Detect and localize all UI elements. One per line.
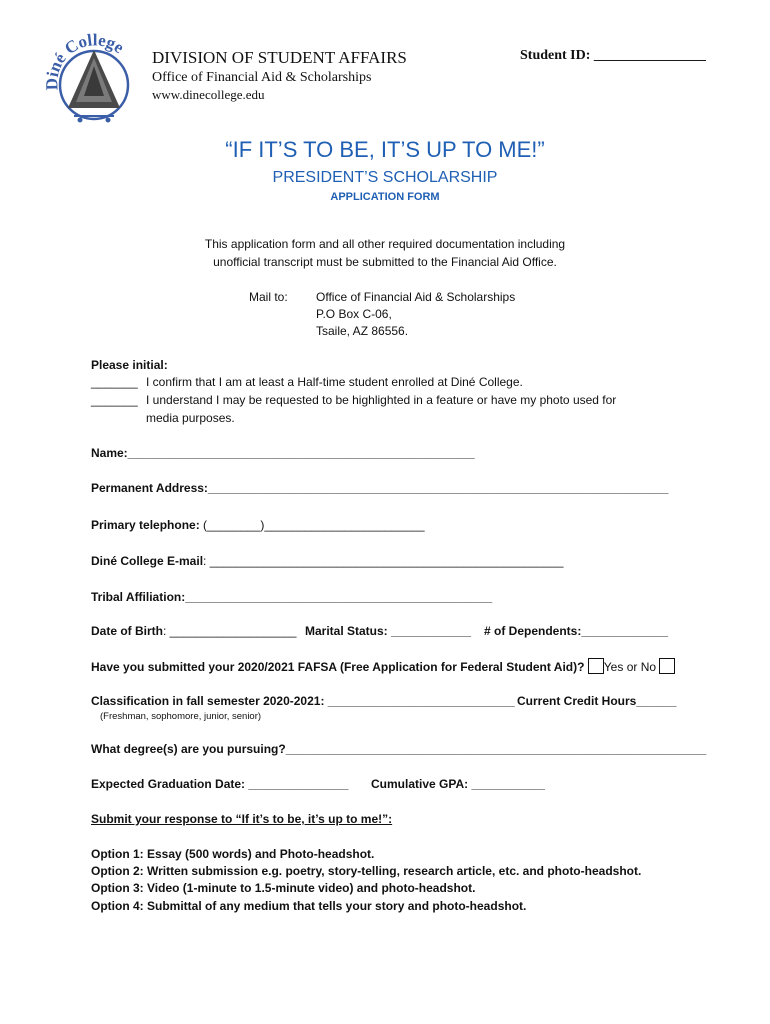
credit-hours-field[interactable]: Current Credit Hours______ (517, 694, 677, 708)
mail-address-line-1: Office of Financial Aid & Scholarships (316, 290, 516, 304)
initial-blank-1[interactable]: _______ (91, 375, 138, 389)
option-4: Option 4: Submittal of any medium that tells your story and photo-headshot. (91, 899, 527, 913)
tribal-affiliation-field[interactable]: Tribal Affiliation:______________________________________________ (91, 590, 493, 604)
logo-text: Diné College (44, 30, 128, 91)
fafsa-question: Have you submitted your 2020/2021 FAFSA (Free Application for Federal Student Aid)? (91, 660, 585, 674)
dob-field[interactable]: : ___________________ (163, 624, 297, 638)
initial-item-2: I understand I may be requested to be highlighted in a feature or have my photo used for (146, 393, 617, 407)
gpa-field[interactable]: Cumulative GPA: ___________ (371, 777, 545, 791)
email-label: Diné College E-mail (91, 554, 204, 568)
option-2: Option 2: Written submission e.g. poetry, story-telling, research article, etc. and photo-headshot. (91, 864, 642, 878)
office-name: Office of Financial Aid & Scholarships (152, 70, 372, 85)
submit-heading: Submit your response to “If it’s to be, it’s up to me!”: (91, 812, 393, 826)
dine-college-logo (44, 30, 144, 130)
email-field[interactable]: : _____________________________________________________ (203, 554, 564, 568)
intro-line-2: unofficial transcript must be submitted to the Financial Aid Office. (213, 255, 557, 269)
dependents-field[interactable]: # of Dependents:_____________ (484, 624, 669, 638)
division-heading: DIVISION OF STUDENT AFFAIRS (152, 48, 407, 67)
mail-address-line-3: Tsaile, AZ 86556. (316, 324, 409, 338)
marital-status-field[interactable]: Marital Status: ____________ (305, 624, 472, 638)
motto-title: “IF IT’S TO BE, IT’S UP TO ME!” (225, 137, 545, 162)
option-3: Option 3: Video (1-minute to 1.5-minute video) and photo-headshot. (91, 881, 476, 895)
fafsa-yes-checkbox[interactable] (588, 658, 604, 674)
mail-address-line-2: P.O Box C-06, (316, 307, 392, 321)
classification-field[interactable]: Classification in fall semester 2020-2021: ____________________________ (91, 694, 515, 708)
phone-field[interactable]: (________)________________________ (203, 518, 425, 532)
initial-item-1: I confirm that I am at least a Half-time student enrolled at Diné College. (146, 375, 523, 389)
fafsa-yes-no-label: Yes or No (603, 660, 657, 674)
dine-college-seal-icon (44, 30, 144, 130)
fafsa-row (91, 658, 675, 674)
graduation-date-field[interactable]: Expected Graduation Date: _______________ (91, 777, 349, 791)
form-subtitle: APPLICATION FORM (330, 191, 440, 203)
email-row (91, 554, 563, 568)
intro-line-1: This application form and all other required documentation including (204, 237, 566, 251)
initial-blank-2[interactable]: _______ (91, 393, 138, 407)
website-link[interactable]: www.dinecollege.edu (152, 87, 265, 102)
dob-row (91, 624, 296, 638)
scholarship-title: PRESIDENT’S SCHOLARSHIP (272, 169, 498, 186)
initial-heading: Please initial: (91, 358, 168, 372)
student-id-field[interactable]: Student ID: ________________ (520, 48, 706, 63)
mail-label: Mail to: (249, 290, 288, 304)
fafsa-no-checkbox[interactable] (659, 658, 675, 674)
initial-item-2-cont: media purposes. (146, 411, 235, 425)
option-1: Option 1: Essay (500 words) and Photo-headshot. (91, 847, 375, 861)
permanent-address-field[interactable]: Permanent Address:_____________________________________________________________________ (91, 481, 669, 495)
dob-label: Date of Birth (91, 624, 163, 638)
phone-row (91, 518, 425, 532)
name-field[interactable]: Name:____________________________________________________ (91, 446, 475, 460)
classification-hint: (Freshman, sophomore, junior, senior) (100, 711, 262, 722)
degree-field[interactable]: What degree(s) are you pursuing?_______________________________________________________________ (91, 742, 707, 756)
phone-label: Primary telephone: (91, 518, 200, 532)
